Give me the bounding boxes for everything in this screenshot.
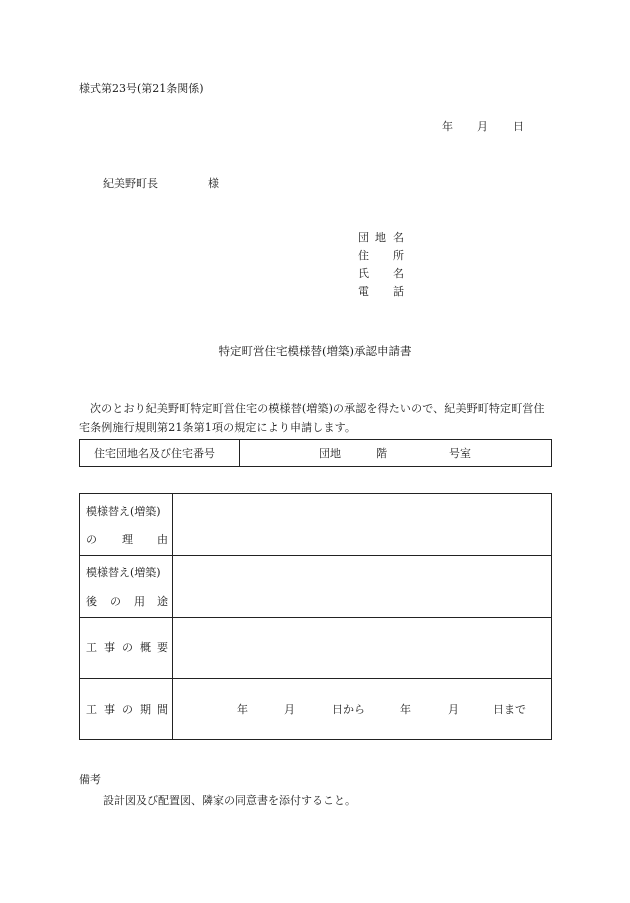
reason-char: 由 — [157, 533, 168, 546]
room-label: 住宅団地名及び住宅番号 — [94, 447, 215, 460]
room-label-cell — [80, 440, 240, 466]
applicant-name-label — [358, 268, 418, 286]
applicant-address-label — [358, 250, 418, 268]
notes-text: 設計図及び配置図、隣家の同意書を添付すること。 — [103, 794, 356, 807]
date-year: 年 — [442, 120, 453, 133]
addressee-name: 紀美野町長 — [103, 177, 158, 190]
use-char: 途 — [157, 595, 168, 608]
use-char: 用 — [134, 595, 145, 608]
reason-char: の — [86, 533, 97, 546]
period-start-year: 年 — [237, 703, 248, 716]
reason-label-line1: 模様替え(増築) — [86, 505, 161, 518]
summary-char: の — [122, 641, 133, 654]
applicant-phone-label — [358, 286, 418, 304]
applicant-block — [358, 232, 418, 304]
row-divider — [80, 678, 551, 679]
label-char: 地 — [375, 231, 386, 244]
period-start-day: 日から — [332, 703, 365, 716]
summary-char: 要 — [157, 641, 168, 654]
use-char: 後 — [86, 595, 97, 608]
application-details-table — [79, 493, 552, 740]
label-char: 所 — [393, 249, 404, 262]
date-month: 月 — [477, 120, 488, 133]
danchi-label: 団地 — [319, 447, 341, 460]
summary-char: 工 — [86, 641, 97, 654]
period-char: 期 — [140, 703, 151, 716]
period-char: の — [122, 703, 133, 716]
applicant-danchi-label — [358, 232, 418, 250]
summary-char: 概 — [140, 641, 151, 654]
period-end-year: 年 — [400, 703, 411, 716]
period-end-month: 月 — [448, 703, 459, 716]
room-suffix-label: 号室 — [449, 447, 471, 460]
body-text — [79, 399, 554, 437]
label-char: 話 — [393, 285, 404, 298]
summary-char: 事 — [104, 641, 115, 654]
label-char: 住 — [358, 249, 369, 262]
period-char: 事 — [104, 703, 115, 716]
period-char: 間 — [157, 703, 168, 716]
body-text-content: 次のとおり紀美野町特定町営住宅の模様替(増築)の承認を得たいので、紀美野町特定町営住宅条例施行規則第21条第1項の規定により申請します。 — [79, 402, 545, 434]
label-char: 名 — [393, 231, 404, 244]
period-start-month: 月 — [284, 703, 295, 716]
document-title: 特定町営住宅模様替(増築)承認申請書 — [218, 344, 412, 358]
row-divider — [80, 555, 551, 556]
notes-heading: 備考 — [79, 773, 101, 786]
reason-char: 理 — [122, 533, 133, 546]
label-char: 氏 — [358, 267, 369, 280]
period-char: 工 — [86, 703, 97, 716]
label-char: 名 — [393, 267, 404, 280]
addressee-honorific: 様 — [208, 177, 219, 190]
row-divider — [80, 617, 551, 618]
label-char: 団 — [358, 231, 369, 244]
label-char: 電 — [358, 285, 369, 298]
use-label-line1: 模様替え(増築) — [86, 566, 161, 579]
date-day: 日 — [513, 120, 524, 133]
floor-label: 階 — [376, 447, 387, 460]
addressee — [103, 177, 219, 190]
use-char: の — [110, 595, 121, 608]
form-number: 様式第23号(第21条関係) — [79, 82, 204, 95]
period-end-day: 日まで — [493, 703, 526, 716]
room-number-table — [79, 439, 552, 467]
